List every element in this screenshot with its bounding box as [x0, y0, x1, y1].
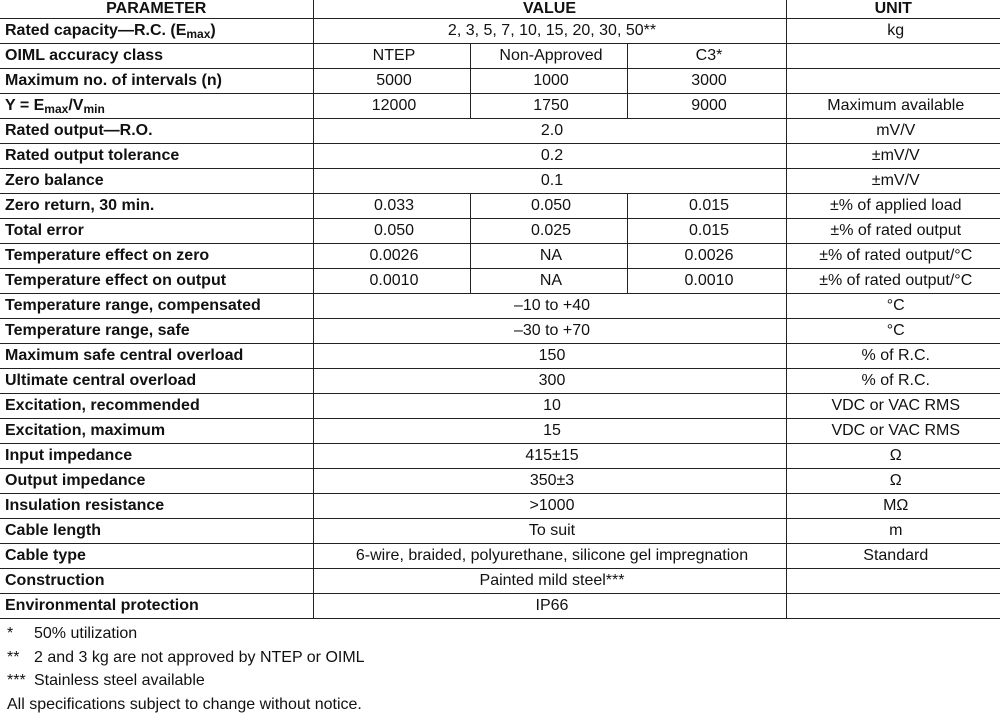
footnote: [7, 622, 365, 646]
parameter-cell: Cable length: [0, 519, 313, 544]
value-cell: 2, 3, 5, 7, 10, 15, 20, 30, 50**: [313, 19, 786, 44]
parameter-cell: Input impedance: [0, 444, 313, 469]
value-cell: 150: [313, 344, 786, 369]
table-row: [0, 369, 1000, 394]
value-cell: 3000: [627, 69, 786, 94]
table-row: [0, 119, 1000, 144]
value-cell: Painted mild steel***: [313, 569, 786, 594]
value-cell: NA: [470, 269, 627, 294]
value-cell: –10 to +40: [313, 294, 786, 319]
table-row: [0, 594, 1000, 619]
unit-cell: [786, 69, 1000, 94]
footnotes: [7, 622, 365, 716]
parameter-cell: Excitation, maximum: [0, 419, 313, 444]
value-cell: 5000: [313, 69, 470, 94]
value-cell: 415±15: [313, 444, 786, 469]
header-row: [0, 0, 1000, 19]
parameter-cell: Excitation, recommended: [0, 394, 313, 419]
unit-cell: VDC or VAC RMS: [786, 419, 1000, 444]
unit-cell: °C: [786, 294, 1000, 319]
table-row: [0, 294, 1000, 319]
parameter-cell: Temperature range, compensated: [0, 294, 313, 319]
parameter-cell: Construction: [0, 569, 313, 594]
table-row: [0, 194, 1000, 219]
table-row: [0, 169, 1000, 194]
table-row: [0, 544, 1000, 569]
footnote-text: 50% utilization: [34, 625, 138, 642]
footnote: [7, 669, 365, 693]
parameter-cell: Zero return, 30 min.: [0, 194, 313, 219]
value-cell: 10: [313, 394, 786, 419]
table-row: [0, 394, 1000, 419]
value-cell: 300: [313, 369, 786, 394]
table-row: [0, 469, 1000, 494]
table-row: [0, 269, 1000, 294]
unit-cell: % of R.C.: [786, 344, 1000, 369]
footnote-text: 2 and 3 kg are not approved by NTEP or OIML: [34, 648, 365, 666]
unit-cell: [786, 594, 1000, 619]
parameter-cell: Rated output—R.O.: [0, 119, 313, 144]
parameter-cell: Environmental protection: [0, 594, 313, 619]
parameter-cell: Rated capacity—R.C. $(E_{max})$: [0, 19, 313, 44]
table-row: [0, 44, 1000, 69]
table-row: [0, 344, 1000, 369]
footnote-text: Stainless steel available: [34, 672, 205, 689]
unit-cell: ±mV/V: [786, 144, 1000, 169]
table-row: [0, 519, 1000, 544]
parameter-cell: Maximum safe central overload: [0, 344, 313, 369]
table-row: [0, 69, 1000, 94]
unit-cell: % of R.C.: [786, 369, 1000, 394]
footnote-mark: ***: [7, 672, 26, 689]
parameter-cell: Temperature effect on output: [0, 269, 313, 294]
value-cell: 0.033: [313, 194, 470, 219]
parameter-cell: Maximum no. of intervals (n): [0, 69, 313, 94]
unit-cell: ±mV/V: [786, 169, 1000, 194]
table-row: [0, 569, 1000, 594]
table-row: [0, 19, 1000, 44]
table-row: [0, 144, 1000, 169]
parameter-cell: Temperature range, safe: [0, 319, 313, 344]
unit-cell: MΩ: [786, 494, 1000, 519]
value-cell: –30 to +70: [313, 319, 786, 344]
unit-cell: ±% of applied load: [786, 194, 1000, 219]
value-cell: To suit: [313, 519, 786, 544]
footnote: [7, 693, 365, 717]
table-row: [0, 319, 1000, 344]
value-cell: 0.050: [313, 219, 470, 244]
value-cell: 350±3: [313, 469, 786, 494]
parameter-cell: $Y = E_{max}/V_{min}$: [0, 94, 313, 119]
header-value: VALUE: [313, 0, 786, 19]
value-cell: 12000: [313, 94, 470, 119]
unit-cell: mV/V: [786, 119, 1000, 144]
unit-cell: °C: [786, 319, 1000, 344]
value-cell: 0.0026: [627, 244, 786, 269]
value-cell: 15: [313, 419, 786, 444]
unit-cell: Ω: [786, 469, 1000, 494]
value-cell: NA: [470, 244, 627, 269]
unit-cell: Maximum available: [786, 94, 1000, 119]
value-cell: 2.0: [313, 119, 786, 144]
value-cell: 0.050: [470, 194, 627, 219]
parameter-cell: Ultimate central overload: [0, 369, 313, 394]
value-cell: 0.0010: [627, 269, 786, 294]
footnote-mark: **: [7, 648, 20, 666]
value-cell: >1000: [313, 494, 786, 519]
parameter-cell: Output impedance: [0, 469, 313, 494]
table-row: [0, 244, 1000, 269]
unit-cell: ±% of rated output/°C: [786, 244, 1000, 269]
parameter-cell: Rated output tolerance: [0, 144, 313, 169]
table-row: [0, 94, 1000, 119]
footnote-text: All specifications subject to change without notice.: [7, 695, 362, 713]
parameter-cell: Temperature effect on zero: [0, 244, 313, 269]
parameter-cell: Insulation resistance: [0, 494, 313, 519]
table-row: [0, 419, 1000, 444]
unit-cell: [786, 44, 1000, 69]
value-cell: 0.015: [627, 219, 786, 244]
value-cell: 0.025: [470, 219, 627, 244]
parameter-cell: OIML accuracy class: [0, 44, 313, 69]
unit-cell: ±% of rated output: [786, 219, 1000, 244]
header-parameter: PARAMETER: [0, 0, 313, 19]
value-cell: 6-wire, braided, polyurethane, silicone gel impregnation: [313, 544, 786, 569]
value-cell: 0.0010: [313, 269, 470, 294]
value-cell: 9000: [627, 94, 786, 119]
value-cell: NTEP: [313, 44, 470, 69]
table-row: [0, 219, 1000, 244]
value-cell: C3*: [627, 44, 786, 69]
unit-cell: kg: [786, 19, 1000, 44]
value-cell: 1750: [470, 94, 627, 119]
value-cell: IP66: [313, 594, 786, 619]
value-cell: Non-Approved: [470, 44, 627, 69]
value-cell: 0.1: [313, 169, 786, 194]
unit-cell: ±% of rated output/°C: [786, 269, 1000, 294]
footnote-mark: *: [7, 625, 14, 642]
unit-cell: Ω: [786, 444, 1000, 469]
unit-cell: [786, 569, 1000, 594]
unit-cell: VDC or VAC RMS: [786, 394, 1000, 419]
header-unit: UNIT: [786, 0, 1000, 19]
parameter-cell: Total error: [0, 219, 313, 244]
value-cell: 1000: [470, 69, 627, 94]
value-cell: 0.2: [313, 144, 786, 169]
value-cell: 0.015: [627, 194, 786, 219]
table-row: [0, 444, 1000, 469]
unit-cell: m: [786, 519, 1000, 544]
footnote: [7, 646, 365, 670]
parameter-cell: Zero balance: [0, 169, 313, 194]
unit-cell: Standard: [786, 544, 1000, 569]
parameter-cell: Cable type: [0, 544, 313, 569]
value-cell: 0.0026: [313, 244, 470, 269]
table-row: [0, 494, 1000, 519]
